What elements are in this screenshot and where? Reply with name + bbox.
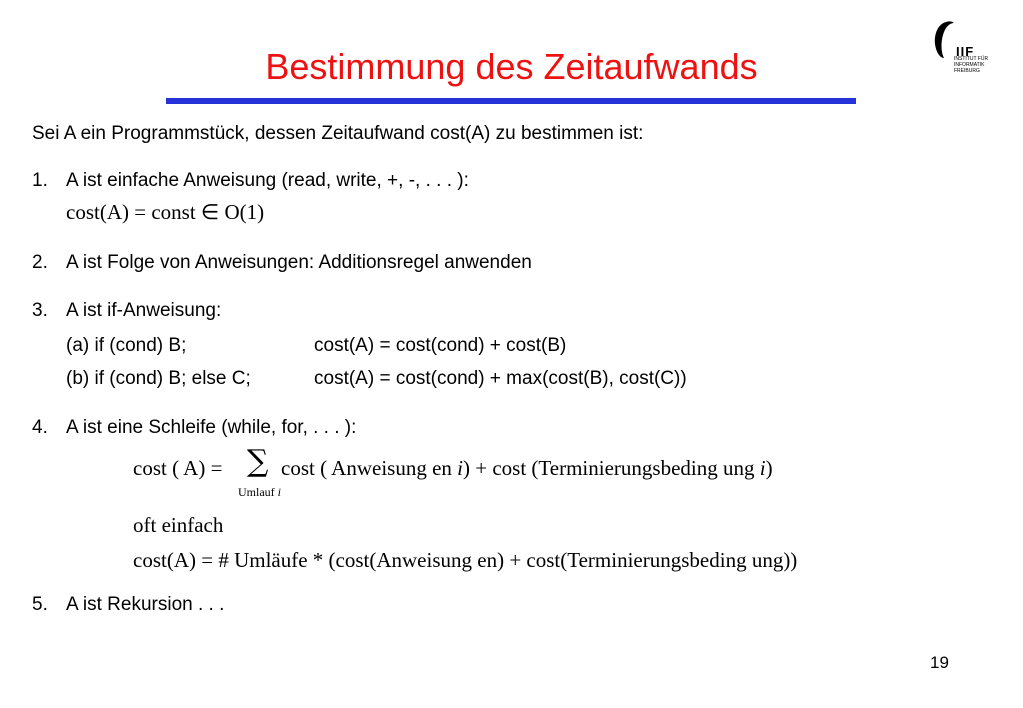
iif-logo <box>932 20 992 80</box>
logo-acronym: IIF <box>956 44 975 59</box>
item-4-number: 4. <box>32 417 48 438</box>
item-3-text: A ist if-Anweisung: <box>66 300 222 321</box>
loop-formula-simplified: cost(A) = # Umläufe * (cost(Anweisung en) + cost(Terminierungsbeding ung)) <box>133 548 798 572</box>
sum-symbol: ∑ <box>247 444 269 479</box>
case-b-cost: cost(A) = cost(cond) + max(cost(B), cost(C)) <box>314 368 687 389</box>
item-1-text: A ist einfache Anweisung (read, write, +, -, . . . ): <box>66 170 469 191</box>
item-5-text: A ist Rekursion . . . <box>66 594 225 615</box>
item-2-text: A ist Folge von Anweisungen: Additionsregel anwenden <box>66 252 532 273</box>
loop-connector: oft einfach <box>133 513 224 537</box>
item-1-formula: cost(A) = const ∈ O(1) <box>66 200 265 224</box>
loop-formula-rhs: cost ( Anweisung en i) + cost (Terminierungsbeding ung i) <box>281 456 773 480</box>
item-2-number: 2. <box>32 252 48 273</box>
loop-formula-lhs: cost ( A) = <box>133 456 223 480</box>
slide-title: Bestimmung des Zeitaufwands <box>265 46 758 87</box>
item-5-number: 5. <box>32 594 48 615</box>
page-number: 19 <box>930 653 949 672</box>
item-1-number: 1. <box>32 170 48 191</box>
case-a-condition: (a) if (cond) B; <box>66 335 187 356</box>
logo-subtitle: INSTITUT FÜR INFORMATIK FREIBURG <box>954 56 989 74</box>
intro-text: Sei A ein Programmstück, dessen Zeitaufwand cost(A) zu bestimmen ist: <box>32 123 644 144</box>
title-underline <box>166 98 856 104</box>
logo-mark-icon <box>932 20 956 60</box>
sum-subscript: Umlauf i <box>238 485 281 499</box>
item-4-text: A ist eine Schleife (while, for, . . . ): <box>66 417 357 438</box>
case-b-condition: (b) if (cond) B; else C; <box>66 368 251 389</box>
item-3-number: 3. <box>32 300 48 321</box>
case-a-cost: cost(A) = cost(cond) + cost(B) <box>314 335 567 356</box>
